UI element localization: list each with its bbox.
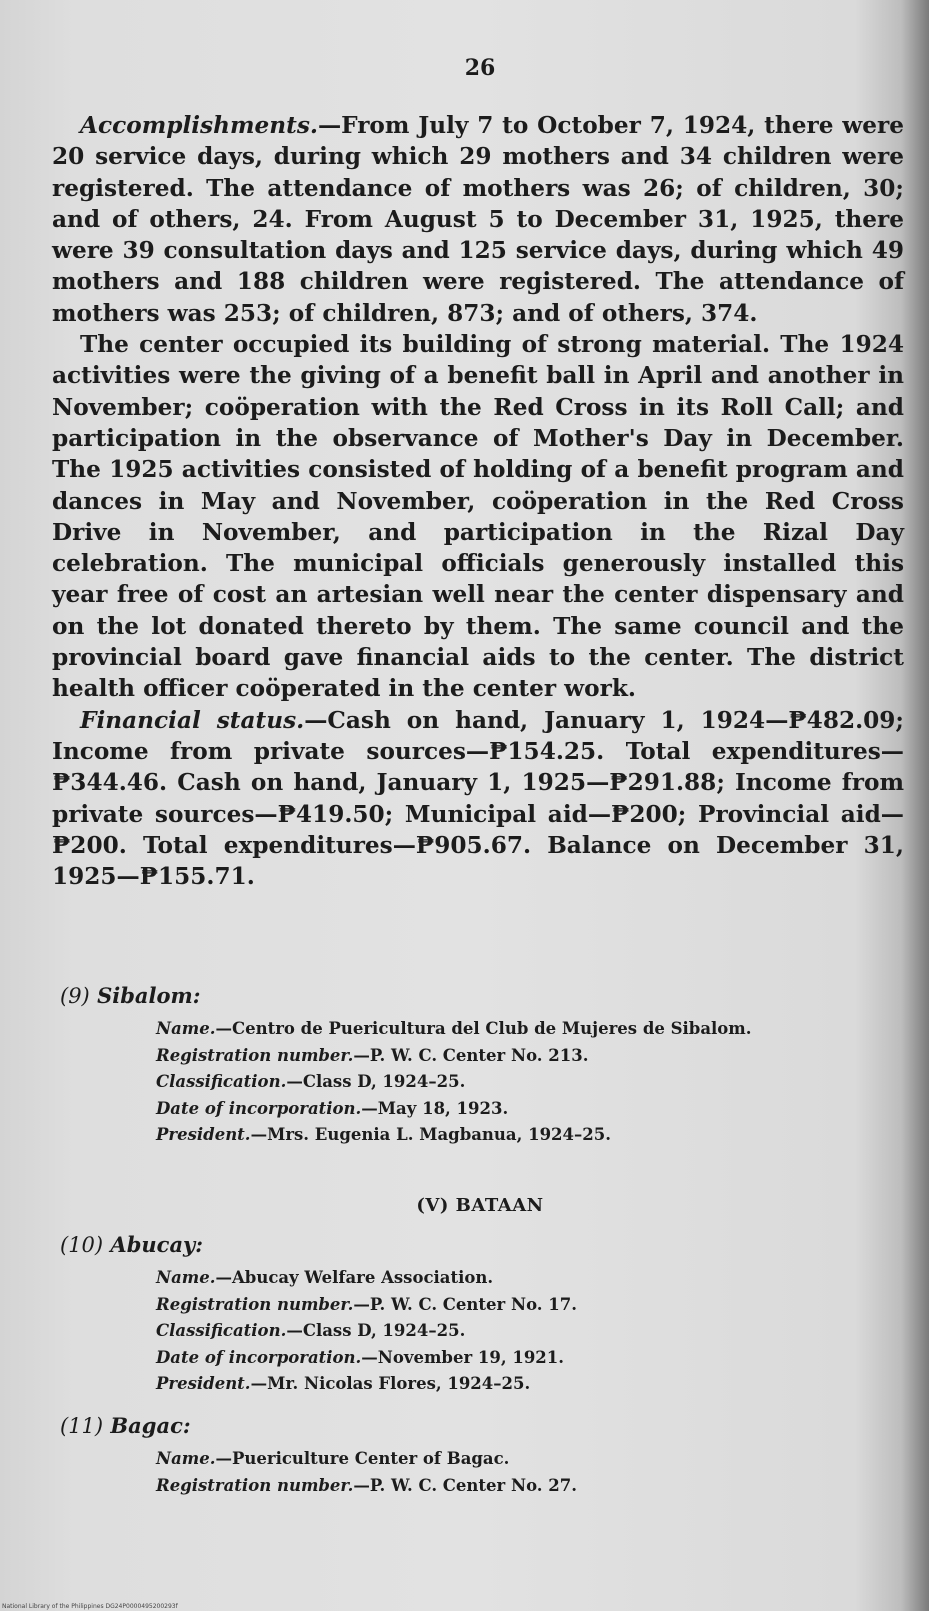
section-sibalom <box>60 983 900 1149</box>
section-number: (9) <box>60 984 90 1008</box>
page-number: 26 <box>464 55 496 81</box>
entry-row: Classification.—Class D, 1924–25. <box>156 1321 466 1340</box>
paragraph-accomplishments <box>52 110 904 329</box>
body-text <box>52 110 904 892</box>
accomplishments-heading: Accomplishments. <box>80 112 318 139</box>
entry-row: Name.—Puericulture Center of Bagac. <box>156 1449 510 1468</box>
section-abucay <box>60 1232 900 1398</box>
entry-row: Registration number.—P. W. C. Center No. 17. <box>156 1294 577 1314</box>
entry-row: Date of incorporation.—May 18, 1923. <box>156 1098 509 1118</box>
section-heading-bagac <box>60 1413 900 1438</box>
entry-row: President.—Mrs. Eugenia L. Magbanua, 1924–25. <box>156 1125 611 1144</box>
entry-row: President.—Mr. Nicolas Flores, 1924–25. <box>156 1374 531 1393</box>
financial-status-text: —Cash on hand, January 1, 1924—₱482.09; Income from private sources—₱154.25. Total expenditures—₱344.46. Cash on hand, January 1, 1925—₱291.88; Income from private sources—₱419.50; Municipal aid—₱200; Provincial aid—₱200. Total expenditures—₱905.67. Balance on December 31, 1925—₱155.71. <box>52 706 904 891</box>
financial-status-heading: Financial status. <box>80 706 305 734</box>
section-title: Sibalom: <box>97 983 201 1008</box>
paragraph-financial-status <box>52 705 904 893</box>
scan-footer: National Library of the Philippines DG24P0000495200293f <box>2 1603 178 1610</box>
section-title: Abucay: <box>110 1232 204 1257</box>
section-number: (10) <box>60 1233 104 1257</box>
entry-row: Registration number.—P. W. C. Center No. 27. <box>156 1475 577 1495</box>
province-heading: (V) BATAAN <box>416 1195 544 1216</box>
entry-row: Name.—Centro de Puericultura del Club de Mujeres de Sibalom. <box>156 1019 752 1038</box>
accomplishments-text: —From July 7 to October 7, 1924, there were 20 service days, during which 29 mothers and 34 children were registered. The attendance of mothers was 26; of children, 30; and of others, 24. From August 5 to December 31, 1925, there were 39 consultation days and 125 service days, during which 49 mothers and 188 children were registered. The attendance of mothers was 253; of children, 873; and of others, 374. <box>52 112 904 327</box>
paragraph-center-activities: The center occupied its building of strong material. The 1924 activities were the giving of a benefit ball in April and another in November; coöperation with the Red Cross in its Roll Call; and participation in the observance of Mother's Day in December. The 1925 activities consisted of holding of a benefit program and dances in May and November, coöperation in the Red Cross Drive in November, and participation in the Rizal Day celebration. The municipal officials generously installed this year free of cost an artesian well near the center dispensary and on the lot donated thereto by them. The same council and the provincial board gave financial aids to the center. The district health officer coöperated in the center work. <box>52 331 904 703</box>
section-heading-sibalom <box>60 983 900 1008</box>
section-bagac <box>60 1413 900 1499</box>
section-number: (11) <box>60 1414 104 1438</box>
entry-row: Classification.—Class D, 1924–25. <box>156 1072 466 1091</box>
entry-row: Registration number.—P. W. C. Center No. 213. <box>156 1045 589 1065</box>
entry-row: Name.—Abucay Welfare Association. <box>156 1268 494 1287</box>
section-title: Bagac: <box>110 1413 191 1438</box>
entry-row: Date of incorporation.—November 19, 1921. <box>156 1347 565 1367</box>
section-heading-abucay <box>60 1232 900 1257</box>
